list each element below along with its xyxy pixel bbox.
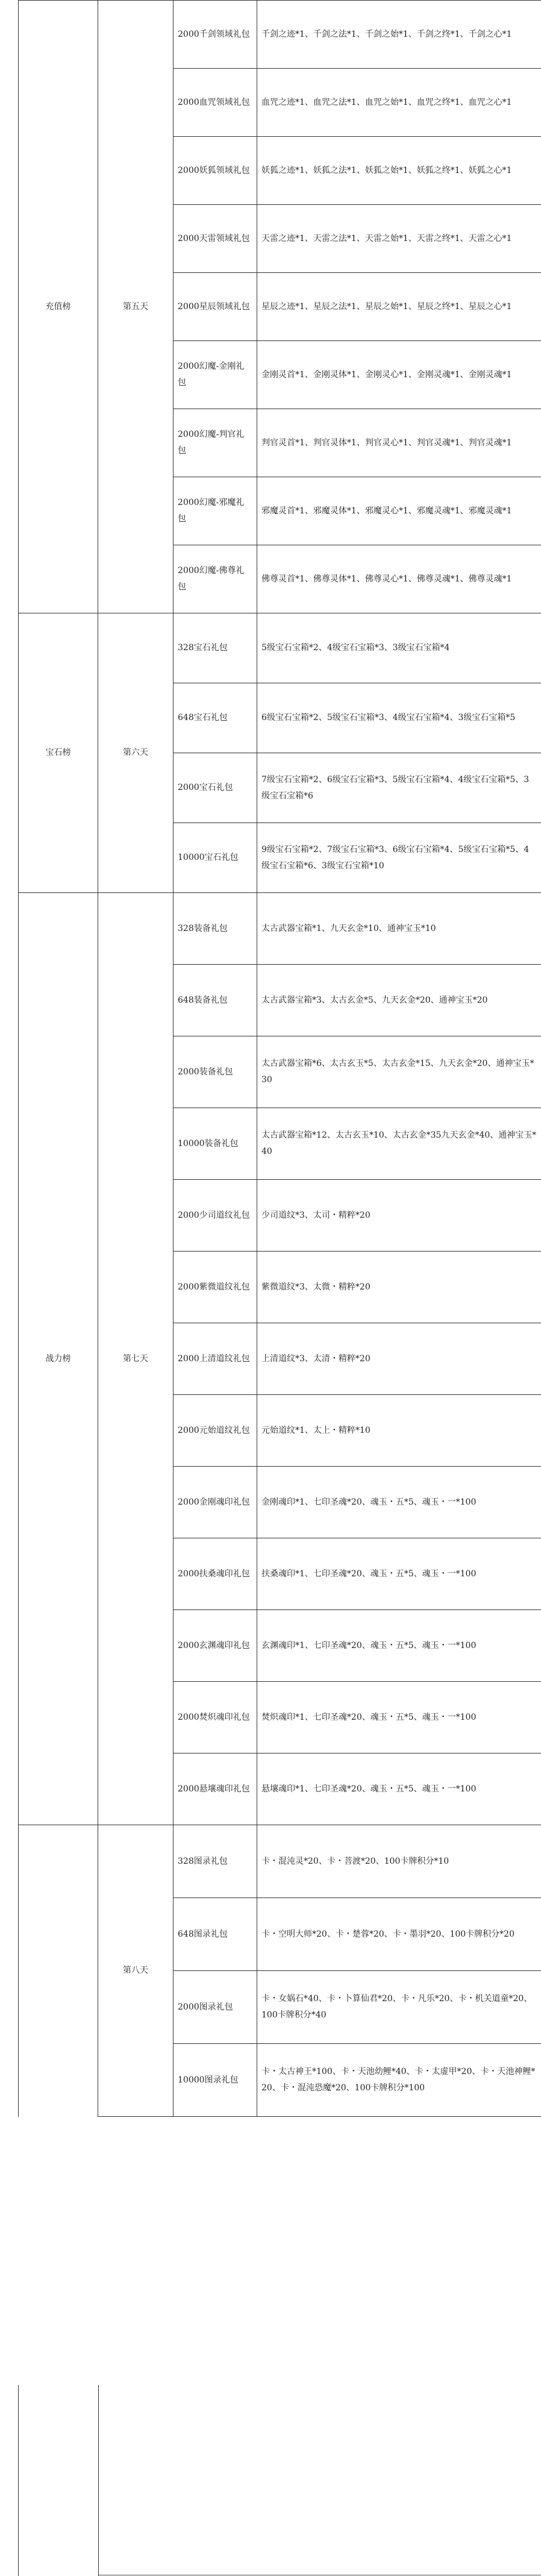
- category-cell: 战力榜: [19, 893, 98, 1825]
- pack-name-cell: 2000图录礼包: [174, 1971, 257, 2044]
- pack-contents-cell: 7级宝石宝箱*2、6级宝石宝箱*3、5级宝石宝箱*4、4级宝石宝箱*5、3级宝石宝箱*6: [257, 753, 541, 823]
- pack-name-cell: 648装备礼包: [174, 965, 257, 1036]
- pack-name-cell: 328图录礼包: [174, 1825, 257, 1898]
- column-divider: [98, 2385, 99, 2576]
- pack-name-cell: 2000焚炽魂印礼包: [174, 1682, 257, 1753]
- pack-name-cell: 2000血咒领域礼包: [174, 69, 257, 137]
- pack-contents-cell: 太古武器宝箱*6、太古玄玉*5、太古玄金*15、九天玄金*20、通神宝玉*30: [257, 1036, 541, 1108]
- day-cell: 第八天: [98, 1825, 174, 2117]
- pack-contents-cell: 太古武器宝箱*12、太古玄玉*10、太古玄金*35九天玄金*40、通神宝玉*40: [257, 1108, 541, 1180]
- pack-name-cell: 2000玄渊魂印礼包: [174, 1610, 257, 1682]
- pack-contents-cell: 妖狐之迹*1、妖狐之法*1、妖狐之始*1、妖狐之终*1、妖狐之心*1: [257, 137, 541, 205]
- pack-name-cell: 2000宝石礼包: [174, 753, 257, 823]
- pack-name-cell: 648宝石礼包: [174, 683, 257, 753]
- pack-contents-cell: 金刚魂印*1、七印圣魂*20、魂玉・五*5、魂玉・一*100: [257, 1467, 541, 1538]
- pack-contents-cell: 6级宝石宝箱*2、5级宝石宝箱*3、4级宝石宝箱*4、3级宝石宝箱*5: [257, 683, 541, 753]
- pack-name-cell: 2000幻魔-佛尊礼包: [174, 545, 257, 613]
- pack-contents-cell: 元始道纹*1、太上・精粹*10: [257, 1395, 541, 1467]
- pack-name-cell: 10000宝石礼包: [174, 823, 257, 893]
- pack-name-cell: 2000星辰领域礼包: [174, 273, 257, 341]
- pack-name-cell: 2000金刚魂印礼包: [174, 1467, 257, 1538]
- pack-name-cell: 2000妖狐领域礼包: [174, 137, 257, 205]
- pack-contents-cell: 卡・混沌灵*20、卡・菩渡*20、100卡牌积分*10: [257, 1825, 541, 1898]
- pack-name-cell: 648图录礼包: [174, 1898, 257, 1971]
- pack-contents-cell: 佛尊灵首*1、佛尊灵体*1、佛尊灵心*1、佛尊灵魂*1、佛尊灵魂*1: [257, 545, 541, 613]
- pack-contents-cell: 玄渊魂印*1、七印圣魂*20、魂玉・五*5、魂玉・一*100: [257, 1610, 541, 1682]
- pack-contents-cell: 5级宝石宝箱*2、4级宝石宝箱*3、3级宝石宝箱*4: [257, 613, 541, 683]
- pack-name-cell: 328装备礼包: [174, 893, 257, 965]
- table-continuation: [18, 2385, 541, 2576]
- pack-contents-cell: 紫微道纹*3、太微・精粹*20: [257, 1252, 541, 1323]
- rewards-table: [18, 0, 541, 2117]
- day-cell: 第六天: [98, 613, 174, 893]
- pack-contents-cell: 少司道纹*3、太司・精粹*20: [257, 1180, 541, 1252]
- category-cell: 充值榜: [19, 1, 98, 613]
- pack-contents-cell: 上清道纹*3、太清・精粹*20: [257, 1323, 541, 1395]
- pack-contents-cell: 9级宝石宝箱*2、7级宝石宝箱*3、6级宝石宝箱*4、5级宝石宝箱*5、4级宝石宝箱*6、3级宝石宝箱*10: [257, 823, 541, 893]
- category-cell: 宝石榜: [19, 613, 98, 893]
- table-row: [19, 893, 541, 965]
- pack-contents-cell: 金刚灵首*1、金刚灵体*1、金刚灵心*1、金刚灵魂*1、金刚灵魂*1: [257, 341, 541, 409]
- day-cell: 第七天: [98, 893, 174, 1825]
- pack-name-cell: 10000装备礼包: [174, 1108, 257, 1180]
- pack-contents-cell: 焚炽魂印*1、七印圣魂*20、魂玉・五*5、魂玉・一*100: [257, 1682, 541, 1753]
- pack-name-cell: 10000图录礼包: [174, 2044, 257, 2117]
- pack-contents-cell: 太古武器宝箱*3、太古玄金*5、九天玄金*20、通神宝玉*20: [257, 965, 541, 1036]
- pack-name-cell: 2000少司道纹礼包: [174, 1180, 257, 1252]
- pack-name-cell: 2000幻魔-金刚礼包: [174, 341, 257, 409]
- pack-contents-cell: 扶桑魂印*1、七印圣魂*20、魂玉・五*5、魂玉・一*100: [257, 1538, 541, 1610]
- pack-name-cell: 2000天雷领域礼包: [174, 205, 257, 273]
- pack-contents-cell: 卡・空明大师*20、卡・楚蓉*20、卡・墨羽*20、100卡牌积分*20: [257, 1898, 541, 1971]
- pack-contents-cell: 卡・太古神王*100、卡・天池幼鲤*40、卡・太虚甲*20、卡・天池神鲤*20、卡・混沌恐魔*20、100卡牌积分*100: [257, 2044, 541, 2117]
- pack-contents-cell: 悬壤魂印*1、七印圣魂*20、魂玉・五*5、魂玉・一*100: [257, 1753, 541, 1825]
- pack-name-cell: 2000悬壤魂印礼包: [174, 1753, 257, 1825]
- table-row: [19, 1, 541, 69]
- pack-contents-cell: 判官灵首*1、判官灵体*1、判官灵心*1、判官灵魂*1、判官灵魂*1: [257, 409, 541, 477]
- category-cell: [19, 1825, 98, 2117]
- pack-contents-cell: 星辰之迹*1、星辰之法*1、星辰之始*1、星辰之终*1、星辰之心*1: [257, 273, 541, 341]
- pack-contents-cell: 太古武器宝箱*1、九天玄金*10、通神宝玉*10: [257, 893, 541, 965]
- pack-name-cell: 2000装备礼包: [174, 1036, 257, 1108]
- pack-name-cell: 2000幻魔-邪魔礼包: [174, 477, 257, 545]
- pack-name-cell: 2000紫微道纹礼包: [174, 1252, 257, 1323]
- pack-contents-cell: 千剑之迹*1、千剑之法*1、千剑之始*1、千剑之终*1、千剑之心*1: [257, 1, 541, 69]
- pack-contents-cell: 卡・女娲石*40、卡・卜算仙君*20、卡・凡乐*20、卡・机关道童*20、100卡牌积分*40: [257, 1971, 541, 2044]
- pack-contents-cell: 天雷之迹*1、天雷之法*1、天雷之始*1、天雷之终*1、天雷之心*1: [257, 205, 541, 273]
- pack-name-cell: 328宝石礼包: [174, 613, 257, 683]
- pack-name-cell: 2000千剑领域礼包: [174, 1, 257, 69]
- table-row: [19, 613, 541, 683]
- pack-name-cell: 2000元始道纹礼包: [174, 1395, 257, 1467]
- pack-name-cell: 2000扶桑魂印礼包: [174, 1538, 257, 1610]
- pack-name-cell: 2000上清道纹礼包: [174, 1323, 257, 1395]
- table-row: [19, 1825, 541, 1898]
- pack-contents-cell: 血咒之迹*1、血咒之法*1、血咒之始*1、血咒之终*1、血咒之心*1: [257, 69, 541, 137]
- pack-name-cell: 2000幻魔-判官礼包: [174, 409, 257, 477]
- pack-contents-cell: 邪魔灵首*1、邪魔灵体*1、邪魔灵心*1、邪魔灵魂*1、邪魔灵魂*1: [257, 477, 541, 545]
- day-cell: 第五天: [98, 1, 174, 613]
